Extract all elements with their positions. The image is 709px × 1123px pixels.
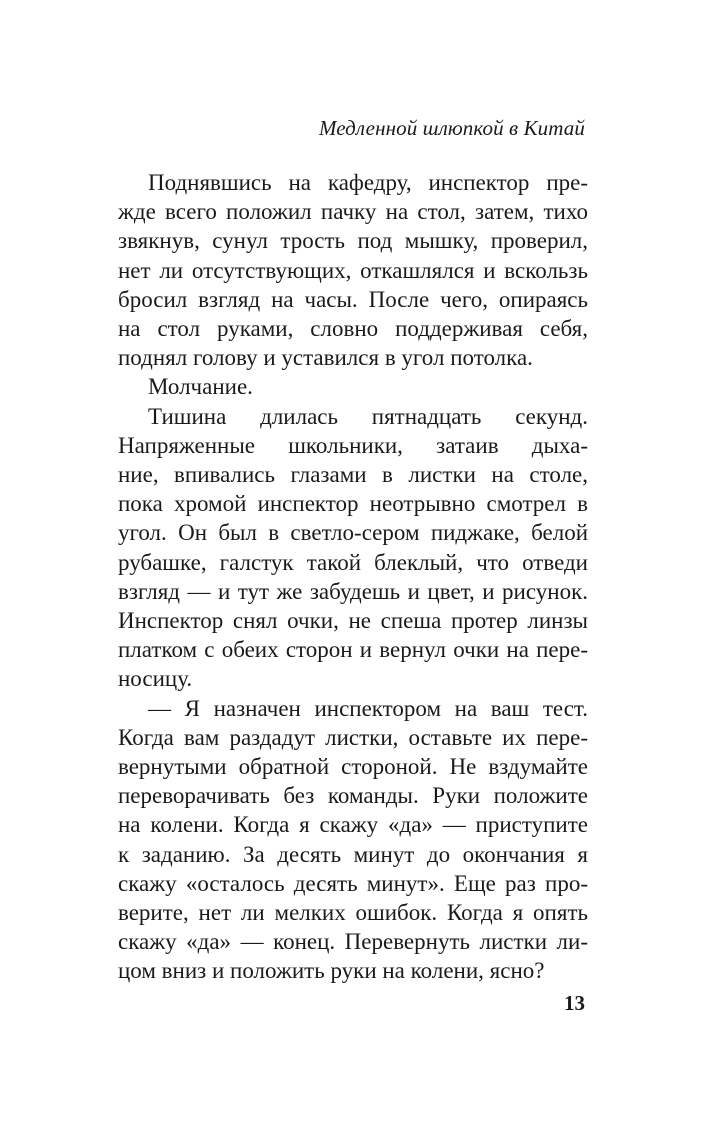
text-line: верите, нет ли мелких ошибок. Когда я опять — [118, 900, 588, 926]
text-line: Молчание. — [148, 374, 253, 400]
text-line: Когда вам раздадут листки, оставьте их пере- — [118, 724, 588, 750]
text-line: Тишина длилась пятнадцать секунд. — [148, 403, 588, 429]
text-line: пока хромой инспектор неотрывно смотрел в — [118, 491, 588, 517]
text-line: ние, впивались глазами в листки на столе, — [118, 462, 588, 488]
text-line: переворачивать без команды. Руки положите — [118, 783, 588, 809]
text-line: на колени. Когда я скажу «да» — приступите — [118, 812, 588, 838]
text-line: бросил взгляд на часы. После чего, опираясь — [118, 286, 588, 312]
text-line: рубашке, галстук такой блеклый, что отведи — [118, 549, 588, 575]
text-line: жде всего положил пачку на стол, затем, тихо — [118, 199, 588, 225]
text-line: носицу. — [118, 666, 193, 692]
text-line: на стол руками, словно поддерживая себя, — [118, 316, 588, 342]
text-line: к заданию. За десять минут до окончания я — [118, 841, 588, 867]
text-line: нет ли отсутствующих, откашлялся и вскользь — [118, 257, 588, 283]
text-line: вернутыми обратной стороной. Не вздумайте — [118, 754, 588, 780]
text-line: — Я назначен инспектором на ваш тест. — [148, 695, 588, 721]
text-line: угол. Он был в светло-сером пиджаке, белой — [118, 520, 588, 546]
text-line: Поднявшись на кафедру, инспектор пре- — [148, 170, 588, 195]
text-line: платком с обеих сторон и вернул очки на пере- — [118, 637, 588, 663]
text-line: звякнув, сунул трость под мышку, проверил, — [118, 228, 588, 254]
text-line: взгляд — и тут же забудешь и цвет, и рисунок. — [118, 578, 588, 604]
text-line: Напряженные школьники, затаив дыха- — [118, 432, 588, 458]
text-line: цом вниз и положить руки на колени, ясно? — [118, 958, 545, 984]
text-line: скажу «да» — конец. Перевернуть листки ли- — [118, 929, 588, 955]
body-text — [118, 168, 588, 986]
text-line: скажу «осталось десять минут». Еще раз про- — [118, 870, 588, 896]
text-line: Инспектор снял очки, не спеша протер линзы — [118, 608, 588, 634]
running-head: Медленной шлюпкой в Китай — [318, 116, 585, 140]
text-line: поднял голову и уставился в угол потолка. — [118, 345, 533, 371]
page-number: 13 — [564, 991, 585, 1015]
